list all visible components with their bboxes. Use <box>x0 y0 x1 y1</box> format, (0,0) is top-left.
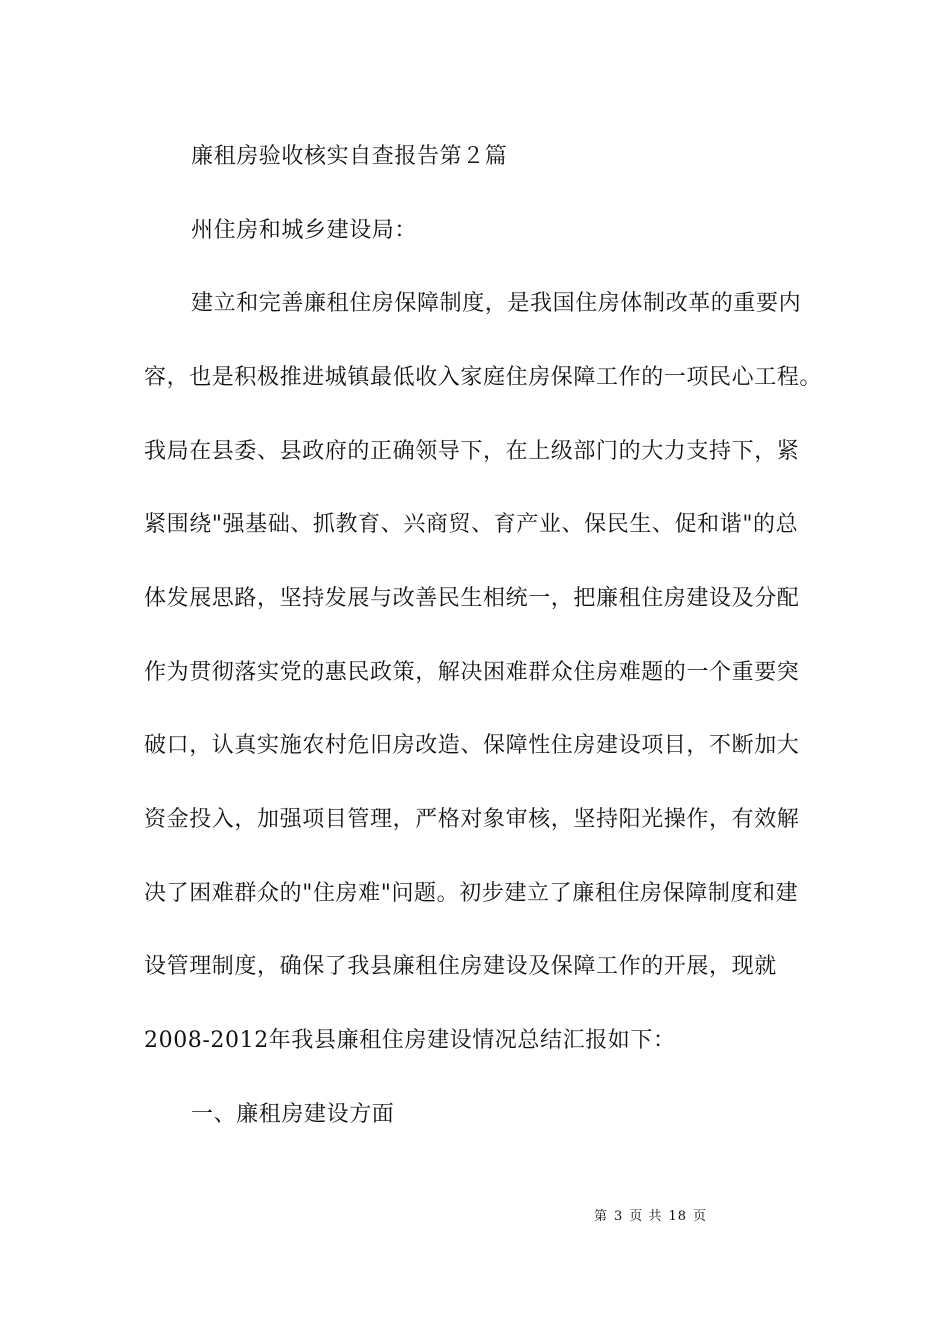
paragraph-line: 容，也是积极推进城镇最低收入家庭住房保障工作的一项民心工程。 <box>144 365 823 390</box>
footer-suffix: 页 <box>692 1209 707 1224</box>
footer-prefix: 第 <box>594 1209 609 1224</box>
current-page-number: 3 <box>614 1209 624 1224</box>
total-pages-number: 18 <box>668 1209 687 1224</box>
paragraph-line: 体发展思路，坚持发展与改善民生相统一，把廉租住房建设及分配 <box>144 586 800 611</box>
salutation: 州住房和城乡建设局： <box>191 218 418 243</box>
paragraph-line: 决了困难群众的"住房难"问题。初步建立了廉租住房保障制度和建 <box>144 881 799 906</box>
paragraph-line: 紧围绕"强基础、抓教育、兴商贸、育产业、保民生、促和谐"的总 <box>144 512 799 537</box>
footer-middle: 页 共 <box>629 1209 663 1224</box>
page-footer <box>594 1208 713 1226</box>
paragraph-line: 2008-2012年我县廉租住房建设情况总结汇报如下： <box>144 1028 676 1053</box>
paragraph-line: 建立和完善廉租住房保障制度，是我国住房体制改革的重要内 <box>191 291 802 316</box>
paragraph-line: 资金投入，加强项目管理，严格对象审核，坚持阳光操作，有效解 <box>144 807 800 832</box>
paragraph-line: 设管理制度，确保了我县廉租住房建设及保障工作的开展，现就 <box>144 954 777 979</box>
document-title: 廉租房验收核实自查报告第２篇 <box>191 144 508 169</box>
paragraph-line: 破口，认真实施农村危旧房改造、保障性住房建设项目，不断加大 <box>144 733 800 758</box>
paragraph-line: 作为贯彻落实党的惠民政策，解决困难群众住房难题的一个重要突 <box>144 660 800 685</box>
paragraph-line: 我局在县委、县政府的正确领导下，在上级部门的大力支持下，紧 <box>144 439 800 464</box>
section-heading: 一、廉租房建设方面 <box>191 1102 395 1127</box>
